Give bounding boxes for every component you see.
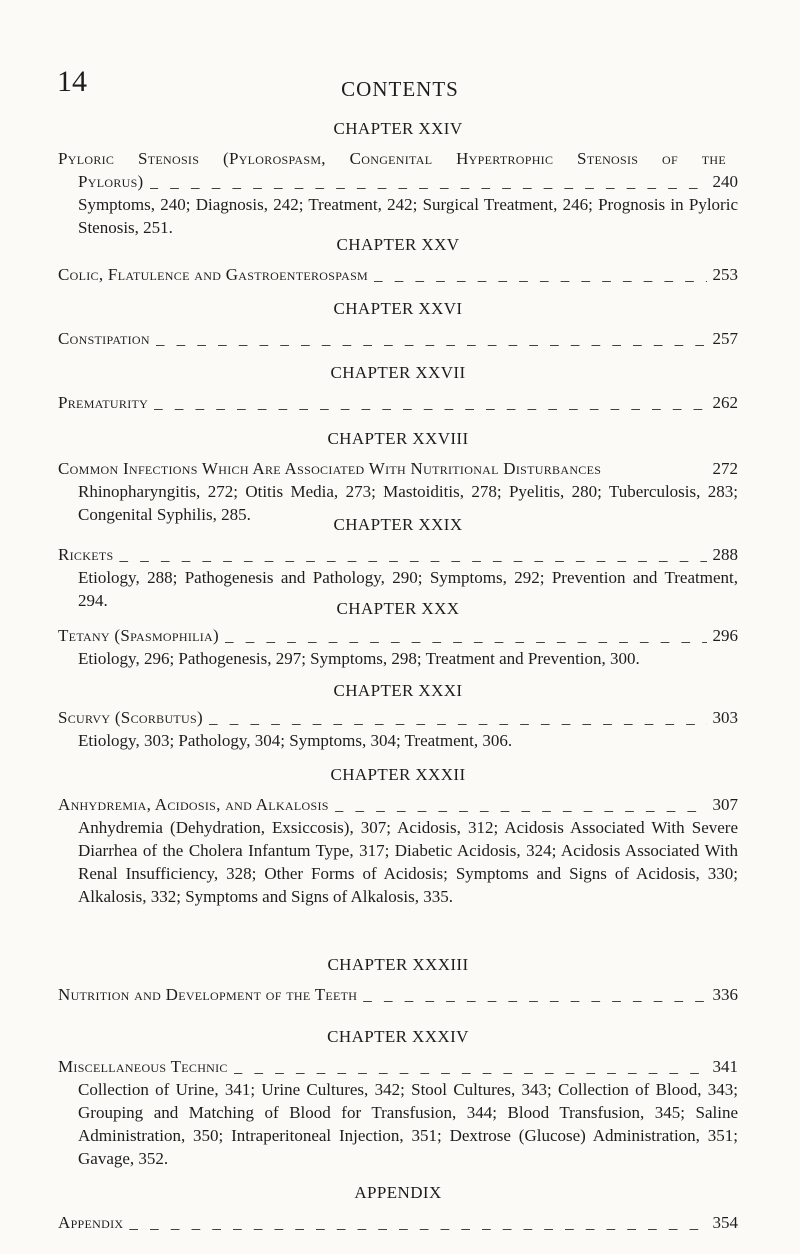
page-ref: 240 — [712, 172, 738, 191]
chapter-title: Nutrition and Development of the Teeth — [58, 985, 358, 1004]
chapter-heading: CHAPTER XXVIII — [327, 429, 469, 448]
chapter-heading: CHAPTER XXIV — [333, 119, 463, 138]
chapter-xxx — [58, 598, 738, 670]
chapter-title-cont: Pylorus) — [78, 172, 144, 191]
page-ref: 336 — [712, 985, 738, 1004]
dot-leader — [129, 1211, 706, 1234]
chapter-entry — [58, 706, 738, 729]
dot-leader — [150, 170, 707, 193]
dot-leader — [154, 391, 706, 414]
chapter-entry — [58, 624, 738, 647]
dot-leader — [374, 263, 706, 286]
page-ref: 307 — [712, 795, 738, 814]
chapter-entry — [58, 1055, 738, 1078]
chapter-title: Common Infections Which Are Associated With Nutritional Disturbances — [58, 459, 602, 478]
dot-leader — [119, 543, 706, 566]
running-head: CONTENTS — [341, 77, 459, 101]
dot-leader — [234, 1055, 707, 1078]
chapter-title: Tetany (Spasmophilia) — [58, 626, 219, 645]
chapter-entry — [58, 170, 738, 193]
page-number: 14 — [57, 65, 87, 98]
dot-leader — [209, 706, 707, 729]
chapter-xxvii — [58, 362, 738, 414]
chapter-heading: CHAPTER XXXIII — [327, 955, 469, 974]
chapter-entry — [58, 263, 738, 286]
chapter-xxv — [58, 234, 738, 286]
chapter-title: Pyloric Stenosis (Pylorospasm, Congenital Hypertrophic Stenosis of the — [58, 149, 726, 168]
chapter-heading: CHAPTER XXV — [336, 235, 460, 254]
dot-leader — [335, 793, 707, 816]
chapter-entry — [58, 793, 738, 816]
chapter-xxxiii — [58, 954, 738, 1006]
chapter-heading: CHAPTER XXXIV — [327, 1027, 469, 1046]
page-ref: 272 — [712, 459, 738, 478]
chapter-xxiv — [58, 118, 738, 239]
chapter-topics: Rhinopharyngitis, 272; Otitis Media, 273; Mastoiditis, 278; Pyelitis, 280; Tuberculosis, 283; Congenital Syphilis, 285. — [78, 482, 738, 524]
chapter-heading: CHAPTER XXXII — [330, 765, 466, 784]
chapter-xxxi — [58, 680, 738, 752]
chapter-title: Rickets — [58, 545, 114, 564]
page-ref: 253 — [712, 265, 738, 284]
chapter-topics: Etiology, 296; Pathogenesis, 297; Symptoms, 298; Treatment and Prevention, 300. — [78, 649, 640, 668]
page-ref: 303 — [712, 708, 738, 727]
chapter-xxxiv — [58, 1026, 738, 1170]
chapter-heading: CHAPTER XXVI — [333, 299, 463, 318]
dot-leader — [225, 624, 707, 647]
chapter-xxvi — [58, 298, 738, 350]
page-ref: 354 — [712, 1213, 738, 1232]
chapter-entry — [58, 391, 738, 414]
chapter-title-line — [58, 147, 738, 170]
chapter-title: Anhydremia, Acidosis, and Alkalosis — [58, 795, 329, 814]
chapter-entry — [58, 327, 738, 350]
chapter-heading: CHAPTER XXIX — [333, 515, 463, 534]
chapter-topics: Anhydremia (Dehydration, Exsiccosis), 307; Acidosis, 312; Acidosis Associated With Severe Diarrhea of the Cholera Infantum Type, 317; Diabetic Acidosis, 324; Acidosis Associated With Renal Insufficiency, 328; Other Forms of Acidosis; Symptoms and Signs of Acidosis, 330; Alkalosis, 332; Symptoms and Signs of Alkalosis, 335. — [78, 818, 738, 906]
appendix-entry — [58, 1211, 738, 1234]
chapter-topics: Symptoms, 240; Diagnosis, 242; Treatment, 242; Surgical Treatment, 246; Prognosis in Pyloric Stenosis, 251. — [78, 195, 738, 237]
page-ref: 262 — [712, 393, 738, 412]
dot-leader — [363, 983, 706, 1006]
chapter-entry — [58, 457, 738, 480]
chapter-entry — [58, 543, 738, 566]
chapter-title: Constipation — [58, 329, 150, 348]
chapter-title: Colic, Flatulence and Gastroenterospasm — [58, 265, 369, 284]
appendix-title: Appendix — [58, 1213, 124, 1232]
chapter-entry — [58, 983, 738, 1006]
chapter-title: Prematurity — [58, 393, 149, 412]
page-ref: 296 — [712, 626, 738, 645]
chapter-heading: CHAPTER XXVII — [330, 363, 466, 382]
chapter-topics: Collection of Urine, 341; Urine Cultures, 342; Stool Cultures, 343; Collection of Blood, 343; Grouping and Matching of Blood for Transfusion, 344; Blood Transfusion, 345; Saline Administration, 350; Intraperitoneal Injection, 351; Dextrose (Glucose) Administration, 351; Gavage, 352. — [78, 1080, 738, 1168]
chapter-title: Scurvy (Scorbutus) — [58, 708, 203, 727]
chapter-heading: CHAPTER XXXI — [333, 681, 463, 700]
chapter-xxviii — [58, 428, 738, 526]
dot-leader — [156, 327, 707, 350]
chapter-topics: Etiology, 288; Pathogenesis and Pathology, 290; Symptoms, 292; Prevention and Treatment, 294. — [78, 568, 738, 610]
appendix-heading: APPENDIX — [354, 1183, 442, 1202]
chapter-topics: Etiology, 303; Pathology, 304; Symptoms, 304; Treatment, 306. — [78, 731, 513, 750]
appendix-section — [58, 1182, 738, 1234]
page-ref: 288 — [712, 545, 738, 564]
page-ref: 257 — [712, 329, 738, 348]
chapter-title: Miscellaneous Technic — [58, 1057, 228, 1076]
chapter-xxxii — [58, 764, 738, 908]
chapter-heading: CHAPTER XXX — [336, 599, 460, 618]
page-ref: 341 — [712, 1057, 738, 1076]
